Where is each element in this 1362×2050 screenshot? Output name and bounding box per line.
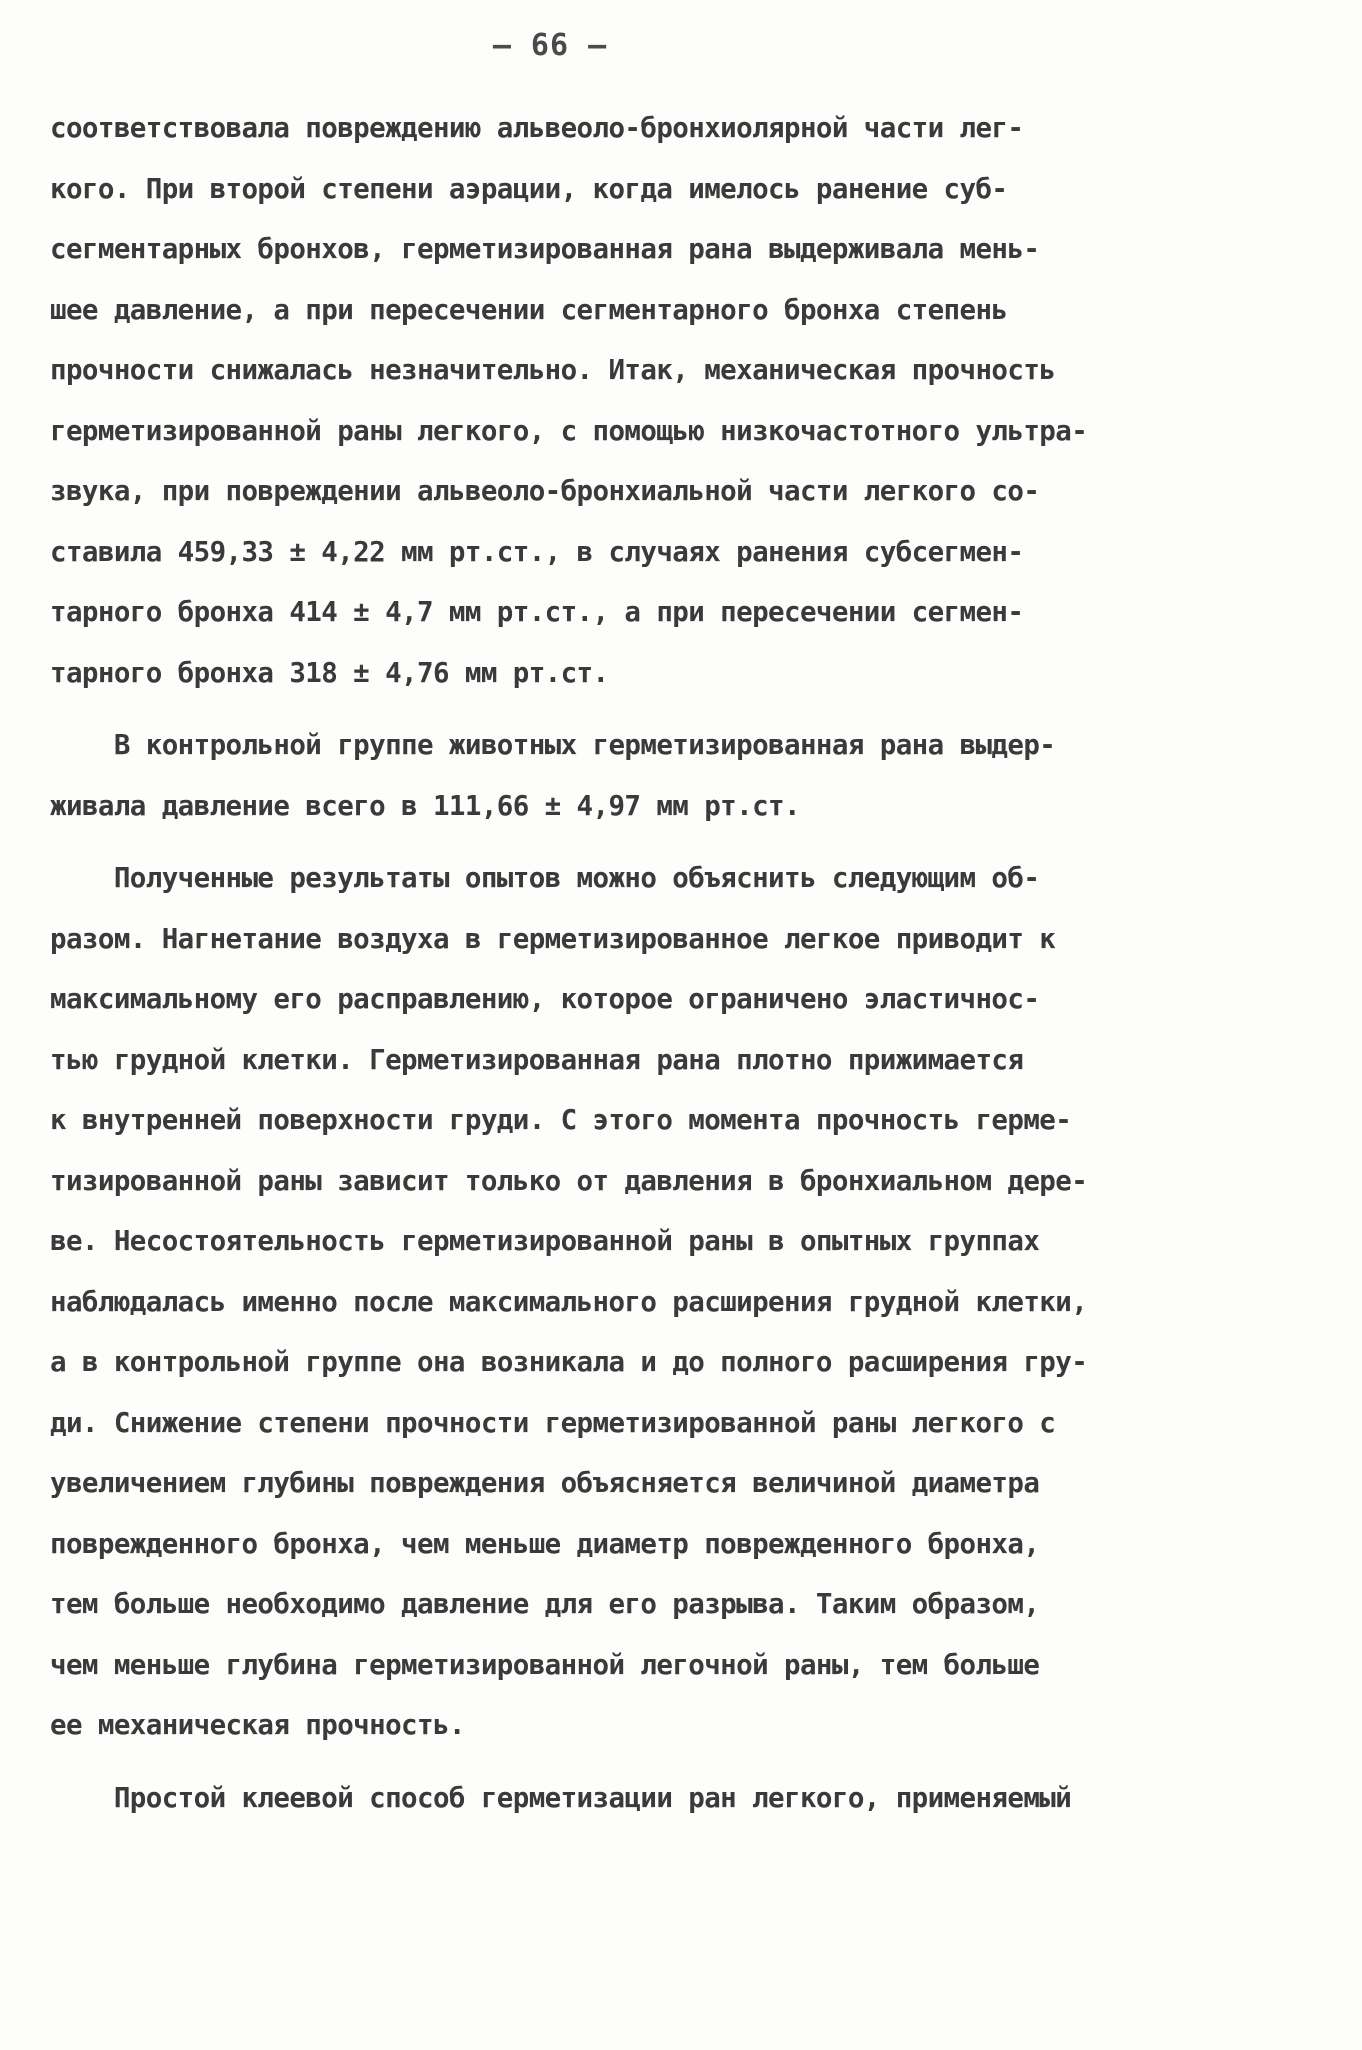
text-line: В контрольной группе животных герметизированная рана выдер-: [50, 729, 1056, 761]
text-line: звука, при повреждении альвеоло-бронхиальной части легкого со-: [50, 475, 1040, 507]
text-line: ее механическая прочность.: [50, 1709, 465, 1741]
text-line: тарного бронха 414 ± 4,7 мм рт.ст., а при пересечении сегмен-: [50, 596, 1024, 628]
text-line: шее давление, а при пересечении сегментарного бронха степень: [50, 293, 1008, 326]
text-line: соответствовала повреждению альвеоло-бронхиолярной части лег-: [50, 112, 1024, 144]
text-line: тью грудной клетки. Герметизированная рана плотно прижимается: [50, 1043, 1024, 1076]
text-line: поврежденного бронха, чем меньше диаметр поврежденного бронха,: [50, 1527, 1040, 1560]
paragraph: [50, 98, 1280, 703]
text-line: кого. При второй степени аэрации, когда имелось ранение суб-: [50, 172, 1008, 205]
text-line: ве. Несостоятельность герметизированной раны в опытных группах: [50, 1225, 1040, 1257]
text-line: разом. Нагнетание воздуха в герметизированное легкое приводит к: [50, 922, 1056, 955]
paragraph: [50, 848, 1280, 1756]
paragraph: [50, 1768, 1280, 1829]
text-line: Полученные результаты опытов можно объяснить следующим об-: [50, 862, 1040, 894]
text-line: ди. Снижение степени прочности герметизированной раны легкого с: [50, 1406, 1056, 1439]
text-line: чем меньше глубина герметизированной легочной раны, тем больше: [50, 1648, 1040, 1681]
text-line: тизированной раны зависит только от давления в бронхиальном дере-: [50, 1164, 1088, 1197]
body-text: [50, 98, 1280, 1840]
text-line: увеличением глубины повреждения объясняется величиной диаметра: [50, 1467, 1040, 1499]
text-line: тарного бронха 318 ± 4,76 мм рт.ст.: [50, 656, 609, 689]
text-line: герметизированной раны легкого, с помощью низкочастотного ультра-: [50, 414, 1088, 447]
text-line: наблюдалась именно после максимального расширения грудной клетки,: [50, 1285, 1088, 1318]
text-line: живала давление всего в 111,66 ± 4,97 мм рт.ст.: [50, 789, 800, 822]
text-line: сегментарных бронхов, герметизированная рана выдерживала мень-: [50, 233, 1040, 265]
text-line: ставила 459,33 ± 4,22 мм рт.ст., в случаях ранения субсегмен-: [50, 535, 1024, 568]
text-line: а в контрольной группе она возникала и до полного расширения гру-: [50, 1346, 1088, 1378]
page-number: – 66 –: [492, 28, 608, 63]
text-line: тем больше необходимо давление для его разрыва. Таким образом,: [50, 1588, 1040, 1620]
paragraph: [50, 715, 1280, 836]
text-line: максимальному его расправлению, которое ограничено эластичнос-: [50, 983, 1040, 1015]
text-line: прочности снижалась незначительно. Итак, механическая прочность: [50, 354, 1056, 386]
text-line: Простой клеевой способ герметизации ран легкого, применяемый: [50, 1781, 1072, 1814]
text-line: к внутренней поверхности груди. С этого момента прочность герме-: [50, 1104, 1072, 1136]
